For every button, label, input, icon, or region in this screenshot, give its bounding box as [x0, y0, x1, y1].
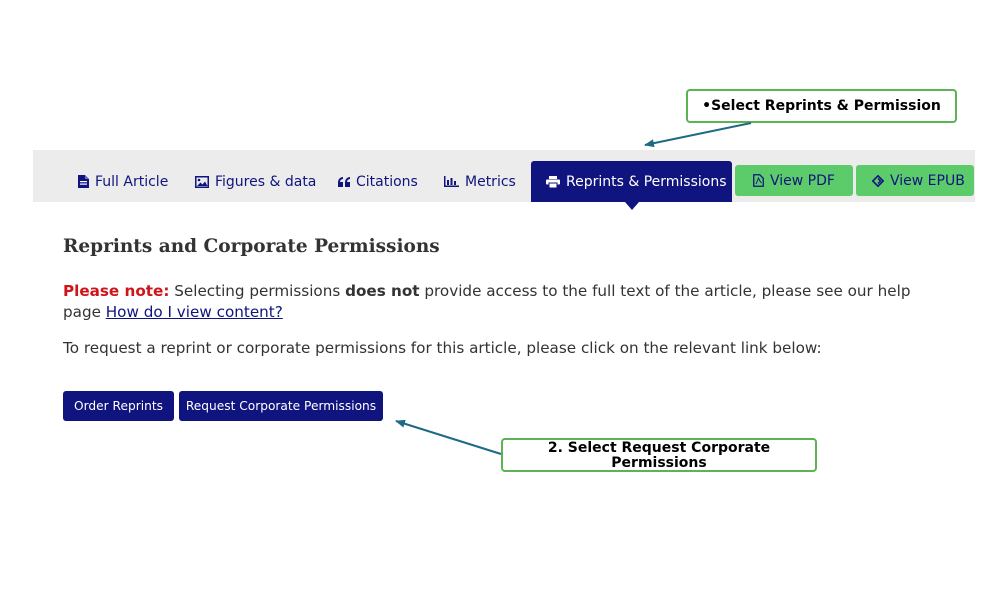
page-title: Reprints and Corporate Permissions — [63, 236, 440, 257]
callout-step-1: •Select Reprints & Permission — [686, 89, 957, 123]
instruction-text: To request a reprint or corporate permissions for this article, please click on the relevant link below: — [63, 339, 822, 357]
order-reprints-button[interactable]: Order Reprints — [63, 391, 174, 421]
tab-label: Reprints & Permissions — [566, 173, 727, 190]
callout-line: Permissions — [611, 455, 707, 471]
tab-label: Full Article — [95, 173, 169, 190]
note-text: Selecting permissions — [169, 282, 346, 300]
note-label: Please note: — [63, 282, 170, 300]
tab-label: Figures & data — [215, 173, 317, 190]
request-corporate-permissions-button[interactable]: Request Corporate Permissions — [179, 391, 383, 421]
arrow-to-request-button — [396, 421, 501, 454]
tab-label: View EPUB — [890, 172, 965, 189]
tab-label: Metrics — [465, 173, 516, 190]
tab-label: View PDF — [770, 172, 835, 189]
arrow-to-reprints-tab — [645, 123, 751, 145]
note-emphasis: does not — [345, 282, 420, 300]
callout-line: 2. Select Request Corporate — [547, 440, 771, 456]
note-text: provide access to the full text of the article, please see our help page — [63, 282, 911, 321]
tab-label: Citations — [356, 173, 418, 190]
help-page-link[interactable]: How do I view content? — [105, 303, 283, 321]
